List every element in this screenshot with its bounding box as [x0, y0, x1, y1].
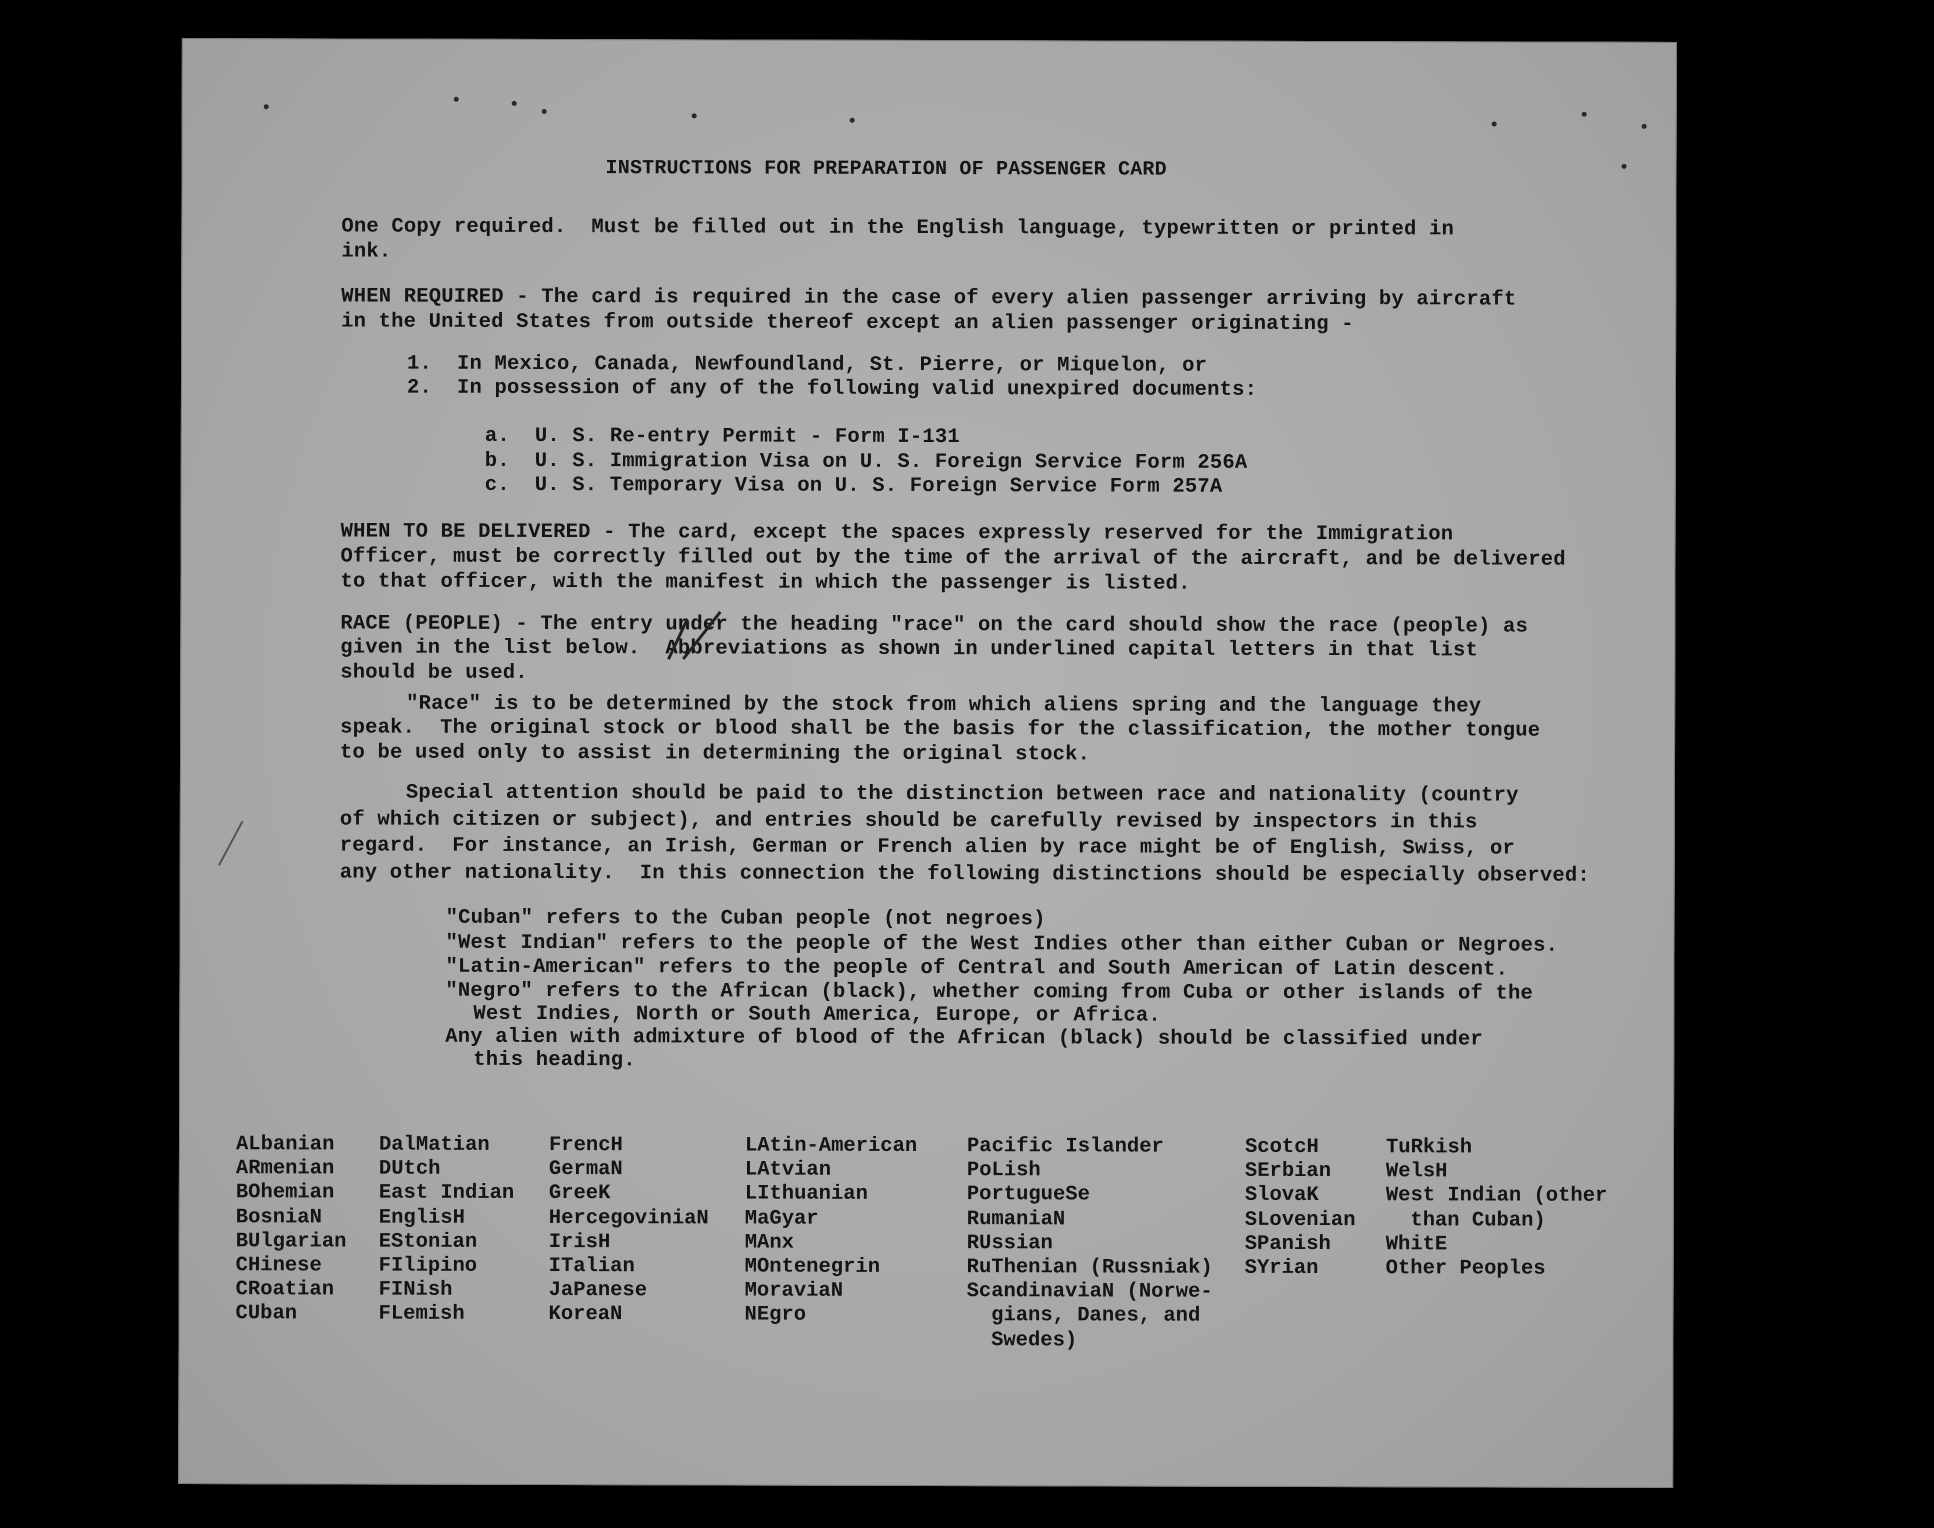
race-entry: ARmenian: [235, 1157, 335, 1181]
distinction-negro-line-1: "Negro" refers to the African (black), whether coming from Cuba or other islands of the: [445, 979, 1534, 1006]
document-title: INSTRUCTIONS FOR PREPARATION OF PASSENGER CARD: [605, 157, 1167, 182]
race-entry: RumaniaN: [966, 1207, 1066, 1231]
race-entry: SLovenian: [1244, 1208, 1356, 1232]
scan-dust-speck: [264, 104, 269, 109]
scan-dust-speck: [850, 118, 855, 123]
race-entry: PortugueSe: [966, 1183, 1090, 1207]
scan-dust-speck: [692, 113, 697, 118]
scan-dust-speck: [1622, 164, 1627, 169]
race-entry: SYrian: [1244, 1256, 1319, 1281]
race-entry: SlovaK: [1244, 1184, 1319, 1208]
race-entry: PoLish: [966, 1159, 1041, 1183]
race-entry: Swedes): [966, 1328, 1078, 1353]
race-entry: ScotcH: [1244, 1135, 1319, 1160]
race-entry: EStonian: [378, 1230, 478, 1254]
paragraph-race-definition-line-1: "Race" is to be determined by the stock from which aliens spring and the language they: [406, 692, 1482, 719]
sub-item-b: b. U. S. Immigration Visa on U. S. Foreign Service Form 256A: [484, 449, 1248, 475]
paragraph-race-line-2: given in the list below. Abbreviations as shown in underlined capital letters in that list: [340, 636, 1479, 663]
race-entry: WelsH: [1385, 1160, 1448, 1184]
scan-dust-speck: [512, 101, 517, 106]
race-entry: West Indian (other: [1385, 1184, 1608, 1209]
race-entry: MOntenegrin: [744, 1255, 881, 1279]
paragraph-copy-required-line-2: ink.: [341, 240, 392, 264]
list-item-1: 1. In Mexico, Canada, Newfoundland, St. Pierre, or Miquelon, or: [407, 352, 1208, 378]
race-entry: RuThenian (Russniak): [966, 1256, 1213, 1280]
sub-item-c: c. U. S. Temporary Visa on U. S. Foreign Service Form 257A: [484, 473, 1223, 499]
paragraph-when-required-line-1: WHEN REQUIRED - The card is required in the case of every alien passenger arriving by aircraft: [341, 285, 1517, 312]
distinction-cuban: "Cuban" refers to the Cuban people (not negroes): [445, 906, 1046, 932]
race-entry: SErbian: [1244, 1160, 1332, 1184]
distinction-negro-line-2: West Indies, North or South America, Europe, or Africa.: [473, 1002, 1161, 1028]
race-entry: BosniaN: [235, 1205, 322, 1230]
race-entry: Pacific Islander: [966, 1135, 1164, 1159]
paragraph-race-definition-line-3: to be used only to assist in determining the original stock.: [339, 741, 1091, 767]
race-entry: FIlipino: [378, 1254, 478, 1278]
race-entry: IrisH: [548, 1230, 611, 1254]
pencil-stroke: [218, 821, 243, 866]
distinction-admixture-line-1: Any alien with admixture of blood of the African (black) should be classified under: [445, 1025, 1483, 1052]
paragraph-race-definition-line-2: speak. The original stock or blood shall be the basis for the classification, the mother tongue: [340, 716, 1541, 743]
list-item-2: 2. In possession of any of the following valid unexpired documents:: [406, 376, 1258, 402]
race-entry: NEgro: [744, 1303, 807, 1328]
race-entry: HercegoviniaN: [548, 1206, 709, 1231]
race-list-column-7: [1386, 1136, 1608, 1282]
race-entry: DalMatian: [378, 1133, 490, 1157]
distinction-admixture-line-2: this heading.: [473, 1048, 636, 1073]
race-list-column-4: [745, 1135, 918, 1329]
scan-dust-speck: [1582, 112, 1587, 117]
race-entry: MAnx: [744, 1231, 794, 1255]
race-entry: East Indian: [378, 1181, 515, 1206]
race-list-column-2: [379, 1134, 515, 1328]
race-entry: LAtin-American: [744, 1134, 918, 1158]
race-entry: ALbanian: [235, 1133, 335, 1157]
paragraph-when-delivered-line-2: Officer, must be correctly filled out by the time of the arrival of the aircraft, and be delivered: [340, 545, 1566, 572]
race-list-column-3: [549, 1134, 709, 1328]
race-entry: MaGyar: [744, 1207, 819, 1231]
race-entry: DUtch: [378, 1157, 441, 1181]
paragraph-copy-required-line-1: One Copy required. Must be filled out in the English language, typewritten or printed in: [341, 215, 1455, 242]
race-entry: ITalian: [548, 1255, 635, 1279]
race-entry: BUlgarian: [235, 1230, 347, 1254]
race-list-column-5: [966, 1135, 1213, 1353]
scan-dust-speck: [1642, 124, 1647, 129]
race-entry: than Cuban): [1385, 1208, 1546, 1233]
distinction-latin-american: "Latin-American" refers to the people of Central and South American of Latin descent.: [445, 955, 1509, 982]
sub-item-a: a. U. S. Re-entry Permit - Form I-131: [484, 424, 960, 450]
race-entry: ScandinaviaN (Norwe-: [966, 1280, 1213, 1304]
race-entry: RUssian: [966, 1231, 1053, 1256]
race-entry: SPanish: [1244, 1232, 1331, 1256]
race-list-column-1: [236, 1133, 347, 1327]
paragraph-special-attention-line-2: of which citizen or subject), and entries should be carefully revised by inspectors in this: [339, 808, 1478, 835]
race-entry: CRoatian: [235, 1278, 335, 1302]
race-entry: MoraviaN: [744, 1279, 844, 1303]
distinction-west-indian: "West Indian" refers to the people of the West Indies other than either Cuban or Negroes.: [445, 931, 1559, 958]
race-entry: FLemish: [378, 1302, 465, 1327]
passenger-card-instructions-page: [178, 38, 1677, 1488]
race-entry: BOhemian: [235, 1181, 335, 1205]
scan-dust-speck: [454, 97, 459, 102]
paragraph-when-required-line-2: in the United States from outside thereof except an alien passenger originating -: [341, 310, 1354, 337]
race-entry: Other Peoples: [1385, 1257, 1546, 1281]
paragraph-when-delivered-line-3: to that officer, with the manifest in which the passenger is listed.: [340, 570, 1191, 596]
race-entry: EnglisH: [378, 1206, 465, 1230]
race-entry: GreeK: [548, 1182, 611, 1206]
paragraph-special-attention-line-4: any other nationality. In this connection the following distinctions should be especially observed:: [339, 861, 1590, 888]
race-list-column-6: [1245, 1136, 1356, 1282]
paragraph-race-line-3: should be used.: [340, 661, 528, 685]
race-entry: gians, Danes, and: [966, 1304, 1201, 1329]
race-entry: KoreaN: [548, 1303, 623, 1327]
paragraph-when-delivered-line-1: WHEN TO BE DELIVERED - The card, except the spaces expressly reserved for the Immigration: [340, 520, 1454, 547]
race-entry: WhitE: [1385, 1233, 1448, 1257]
scan-dust-speck: [542, 109, 547, 114]
race-entry: FrencH: [548, 1134, 623, 1158]
race-entry: LIthuanian: [744, 1182, 868, 1207]
paragraph-race-line-1: RACE (PEOPLE) - The entry under the heading "race" on the card should show the race (people) as: [340, 612, 1529, 639]
race-entry: CHinese: [235, 1254, 322, 1278]
race-entry: FINish: [378, 1278, 453, 1302]
race-entry: GermaN: [548, 1158, 623, 1182]
paragraph-special-attention-line-1: Special attention should be paid to the distinction between race and nationality (country: [405, 781, 1519, 808]
race-entry: TuRkish: [1385, 1136, 1473, 1160]
race-entry: LAtvian: [744, 1158, 832, 1182]
paragraph-special-attention-line-3: regard. For instance, an Irish, German or French alien by race might be of English, Swiss, or: [339, 834, 1516, 861]
race-entry: JaPanese: [548, 1279, 648, 1303]
race-entry: CUban: [235, 1302, 298, 1326]
scan-dust-speck: [1492, 121, 1497, 126]
